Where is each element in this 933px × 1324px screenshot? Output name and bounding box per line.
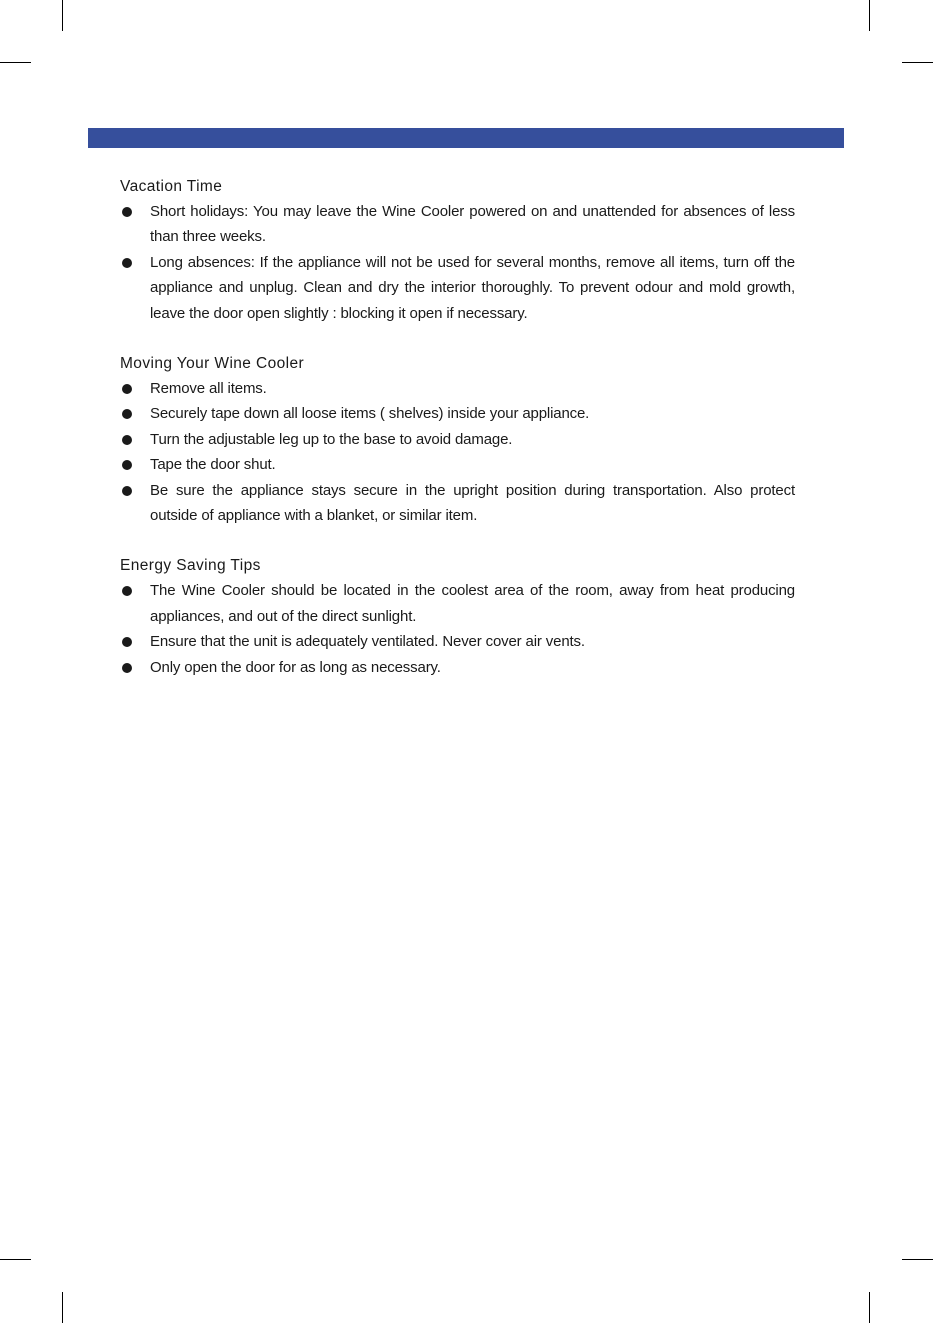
list-item [120,655,795,680]
crop-mark-bottom-left-horizontal [0,1259,31,1260]
bullet-icon [122,460,132,470]
bullet-list [120,578,795,680]
bullet-icon [122,663,132,673]
crop-mark-top-right-vertical [869,0,870,31]
page-content [120,174,795,705]
bullet-icon [122,486,132,496]
crop-mark-top-left-horizontal [0,62,31,63]
list-item-text: Remove all items. [150,380,267,398]
section-heading: Vacation Time [120,178,223,195]
section-energy-saving-tips [120,553,795,680]
bullet-icon [122,637,132,647]
list-item-text: Only open the door for as long as necessary. [150,658,441,676]
bullet-list [120,376,795,528]
bullet-icon [122,586,132,596]
header-bar [88,128,844,148]
crop-mark-top-right-horizontal [902,62,933,63]
bullet-list [120,199,795,326]
bullet-icon [122,409,132,419]
list-item-text: Securely tape down all loose items ( shelves) inside your appliance. [150,405,590,423]
list-item-text: Short holidays: You may leave the Wine Cooler powered on and unattended for absences of less than three weeks. [150,203,795,246]
list-item-text: Turn the adjustable leg up to the base to avoid damage. [150,430,513,448]
list-item-text: The Wine Cooler should be located in the coolest area of the room, away from heat producing appliances, and out of the direct sunlight. [150,582,795,625]
section-vacation-time [120,174,795,326]
list-item-text: Be sure the appliance stays secure in the upright position during transportation. Also protect outside of appliance with a blanket, or similar item. [150,481,795,525]
list-item [120,376,795,401]
list-item [120,478,795,529]
list-item [120,452,795,477]
section-heading: Energy Saving Tips [120,557,261,575]
crop-mark-bottom-right-horizontal [902,1259,933,1260]
list-item [120,629,795,654]
list-item [120,578,795,629]
list-item-text: Long absences: If the appliance will not be used for several months, remove all items, turn off the appliance and unplug. Clean and dry the interior thoroughly. To prevent odour and mold growth, leave the door open slightly : blocking it open if necessary. [150,253,795,322]
list-item-text: Tape the door shut. [150,456,276,474]
bullet-icon [122,384,132,394]
crop-mark-bottom-left-vertical [62,1292,63,1323]
bullet-icon [122,435,132,445]
list-item [120,250,795,326]
bullet-icon [122,258,132,268]
list-item [120,199,795,250]
list-item [120,427,795,452]
crop-mark-top-left-vertical [62,0,63,31]
list-item-text: Ensure that the unit is adequately ventilated. Never cover air vents. [150,633,585,651]
crop-mark-bottom-right-vertical [869,1292,870,1323]
section-heading: Moving Your Wine Cooler [120,355,305,373]
section-moving-wine-cooler [120,351,795,528]
list-item [120,401,795,426]
bullet-icon [122,207,132,217]
